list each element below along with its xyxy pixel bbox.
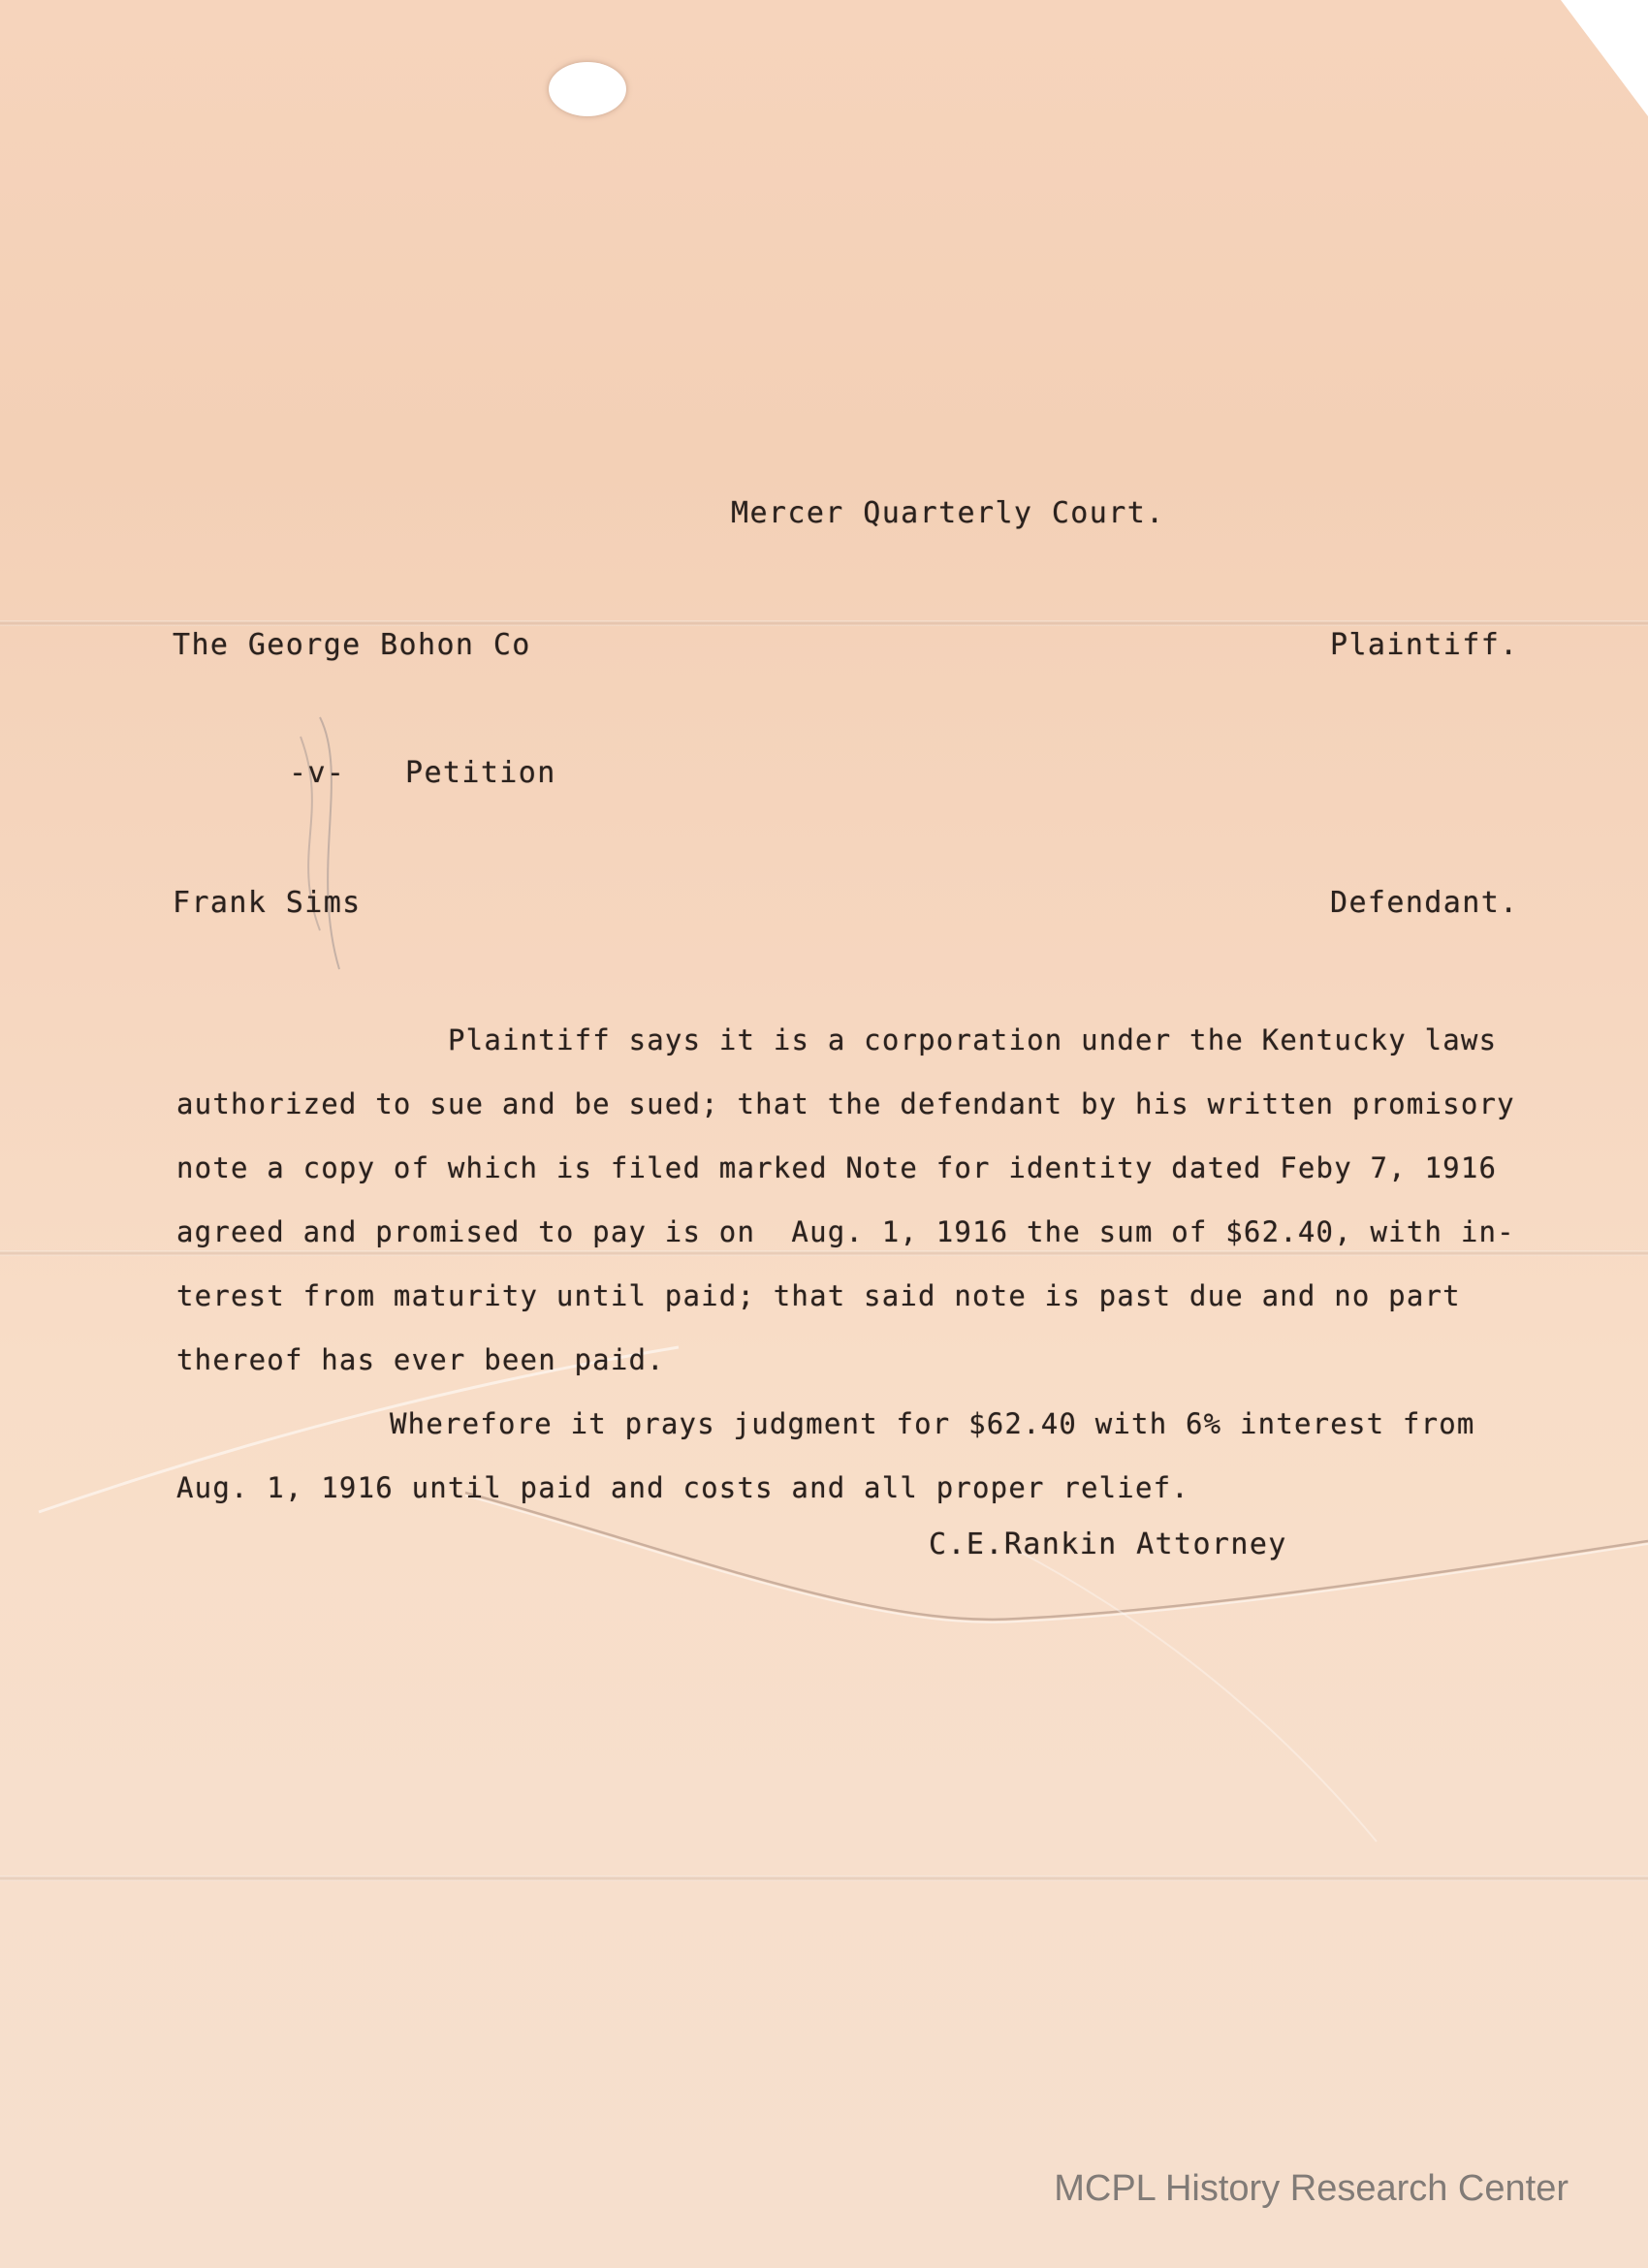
body-line: terest from maturity until paid; that said note is past due and no part xyxy=(176,1279,1461,1312)
attorney-signature: C.E.Rankin Attorney xyxy=(929,1528,1287,1561)
body-line: agreed and promised to pay is on Aug. 1, 1916 the sum of $62.40, with in- xyxy=(176,1215,1515,1248)
corner-fold xyxy=(1561,0,1648,116)
body-line: thereof has ever been paid. xyxy=(176,1343,665,1376)
body-line: Aug. 1, 1916 until paid and costs and all proper relief. xyxy=(176,1471,1189,1504)
document-type: Petition xyxy=(405,756,556,790)
punch-hole xyxy=(549,62,626,116)
versus-label: -v- xyxy=(289,756,346,790)
fold-line xyxy=(0,620,1648,626)
defendant-name: Frank Sims xyxy=(173,886,362,920)
plaintiff-name: The George Bohon Co xyxy=(173,628,531,662)
body-line: Wherefore it prays judgment for $62.40 with 6% interest from xyxy=(390,1407,1475,1440)
archive-watermark: MCPL History Research Center xyxy=(1054,2168,1569,2209)
plaintiff-role: Plaintiff. xyxy=(1330,628,1519,662)
body-line: authorized to sue and be sued; that the defendant by his written promisory xyxy=(176,1087,1515,1120)
petition-body xyxy=(176,1008,1621,1520)
court-heading: Mercer Quarterly Court. xyxy=(731,496,1165,530)
defendant-role: Defendant. xyxy=(1330,886,1519,920)
body-line: Plaintiff says it is a corporation under the Kentucky laws xyxy=(448,1024,1498,1056)
fold-line xyxy=(0,1875,1648,1881)
body-line: note a copy of which is filed marked Note for identity dated Feby 7, 1916 xyxy=(176,1151,1498,1184)
